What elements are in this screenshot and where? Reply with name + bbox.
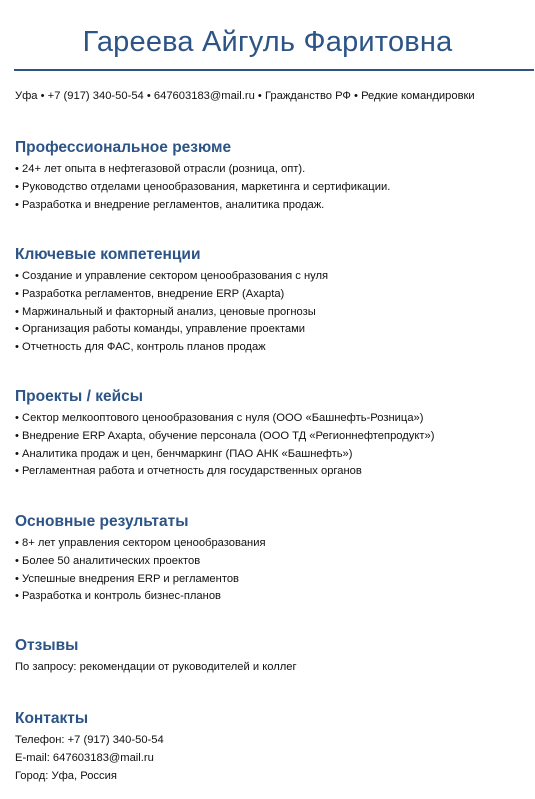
summary-item: • Руководство отделами ценообразования, маркетинга и сертификации. (15, 179, 530, 197)
reviews-text: По запросу: рекомендации от руководителей и коллег (15, 661, 297, 673)
summary-item: • Разработка и внедрение регламентов, аналитика продаж. (15, 197, 530, 215)
contact-summary-line: Уфа • +7 (917) 340-50-54 • 647603183@mail.ru • Гражданство РФ • Редкие командировки (15, 90, 475, 102)
competency-item: • Отчетность для ФАС, контроль планов продаж (15, 339, 530, 357)
result-item: • 8+ лет управления сектором ценообразования (15, 535, 530, 553)
result-item: • Более 50 аналитических проектов (15, 553, 530, 571)
competency-item: • Разработка регламентов, внедрение ERP (Axapta) (15, 286, 530, 304)
competency-item: • Маржинальный и факторный анализ, ценовые прогнозы (15, 304, 530, 322)
section-contacts (15, 709, 530, 785)
section-title-summary: Профессиональное резюме (15, 139, 232, 156)
result-item: • Разработка и контроль бизнес-планов (15, 588, 530, 606)
section-title-reviews: Отзывы (15, 637, 79, 654)
contact-city: Город: Уфа, Россия (15, 769, 117, 782)
project-item: • Регламентная работа и отчетность для государственных органов (15, 463, 530, 481)
project-item: • Внедрение ERP Axapta, обучение персонала (ООО ТД «Регионнефтепродукт») (15, 428, 530, 446)
header-divider (14, 69, 534, 71)
person-name: Гареева Айгуль Фаритовна (82, 26, 453, 58)
section-title-contacts: Контакты (15, 710, 89, 727)
competency-item: • Создание и управление сектором ценообразования с нуля (15, 268, 530, 286)
section-summary (15, 138, 530, 214)
section-projects (15, 387, 530, 481)
contact-phone: Телефон: +7 (917) 340-50-54 (15, 734, 164, 746)
section-title-results: Основные результаты (15, 513, 189, 530)
project-item: • Сектор мелкооптового ценообразования с нуля (ООО «Башнефть-Розница») (15, 410, 530, 428)
competency-item: • Организация работы команды, управление проектами (15, 321, 530, 339)
project-item: • Аналитика продаж и цен, бенчмаркинг (ПАО АНК «Башнефть») (15, 446, 530, 464)
summary-item: • 24+ лет опыта в нефтегазовой отрасли (розница, опт). (15, 161, 530, 179)
section-title-projects: Проекты / кейсы (15, 388, 143, 405)
section-competencies (15, 245, 530, 357)
section-reviews (15, 636, 530, 677)
contact-email: E-mail: 647603183@mail.ru (15, 751, 154, 764)
section-title-competencies: Ключевые компетенции (15, 246, 201, 263)
result-item: • Успешные внедрения ERP и регламентов (15, 571, 530, 589)
section-results (15, 512, 530, 606)
